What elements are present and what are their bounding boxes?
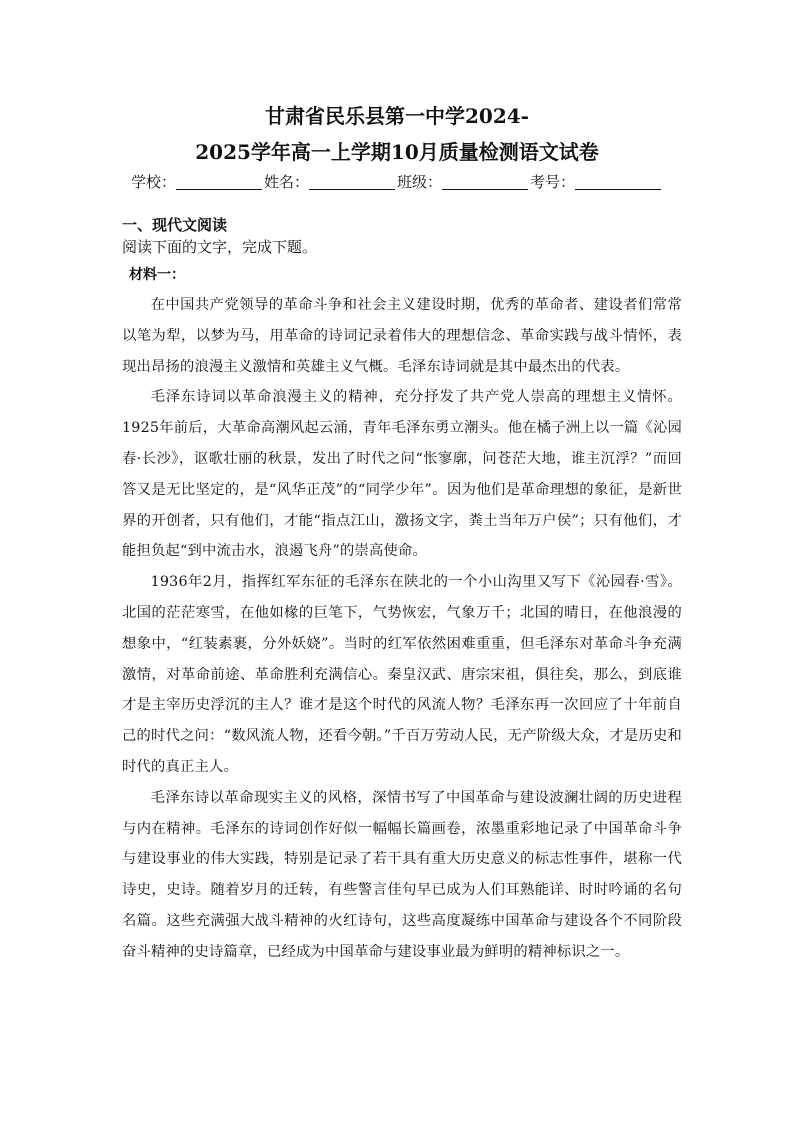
exam-number-blank[interactable] [575, 173, 661, 190]
school-blank[interactable] [176, 173, 262, 190]
exam-title-line-2: 2025学年高一上学期10月质量检测语文试卷 [195, 140, 599, 164]
section-heading: 一、现代文阅读 [122, 216, 228, 234]
paragraph-4: 毛泽东诗以革命现实主义的风格，深情书写了中国革命与建设波澜壮阔的历史进程与内在精神。毛泽东的诗词创作好似一幅幅长篇画卷，浓墨重彩地记录了中国革命斗争与建设事业的伟大实践，特别是记录了若干具有重大历史意义的标志性事件，堪称一代诗史，史诗。随着岁月的迁转，有些警言佳句早已成为人们耳熟能详、时时吟诵的名句名篇。这些充满强大战斗精神的火红诗句，这些高度凝练中国革命与建设各个不同阶段奋斗精神的史诗篇章，已经成为中国革命与建设事业最为鲜明的精神标识之一。 [122, 789, 682, 960]
school-label: 学校： [130, 173, 176, 191]
class-label: 班级： [397, 173, 443, 191]
paragraph-2: 毛泽东诗词以革命浪漫主义的精神，充分抒发了共产党人崇高的理想主义情怀。1925年前后，大革命高潮风起云涌，青年毛泽东勇立潮头。他在橘子洲上以一篇《沁园春·长沙》，讴歌壮丽的秋景，发出了时代之问“怅寥廓，问苍茫大地，谁主沉浮？”而回答又是无比坚定的，是“风华正茂”的“同学少年”。因为他们是革命理想的象征，是新世界的开创者，只有他们，才能“指点江山，激扬文字，粪土当年万户侯”；只有他们，才能担负起“到中流击水，浪遏飞舟”的崇高使命。 [122, 389, 682, 560]
exam-number-label: 考号： [530, 173, 576, 191]
name-blank[interactable] [309, 173, 395, 190]
class-blank[interactable] [442, 173, 528, 190]
student-info-row [112, 170, 682, 194]
paragraph-3: 1936年2月，指挥红军东征的毛泽东在陕北的一个小山沟里又写下《沁园春·雪》。北国的茫茫寒雪，在他如椽的巨笔下，气势恢宏，气象万千；北国的晴日，在他浪漫的想象中，“红装素裹，分外妖娆”。当时的红军依然困难重重，但毛泽东对革命斗争充满激情，对革命前途、革命胜利充满信心。秦皇汉武、唐宗宋祖，俱往矣，那么，到底谁才是主宰历史浮沉的主人？谁才是这个时代的风流人物？毛泽东再一次回应了十年前自己的时代之问：“数风流人物，还看今朝。”千百万劳动人民，无产阶级大众，才是历史和时代的真正主人。 [122, 574, 682, 775]
exam-title-line-1: 甘肃省民乐县第一中学2024- [265, 104, 529, 128]
paragraph-1: 在中国共产党领导的革命斗争和社会主义建设时期，优秀的革命者、建设者们常常以笔为犁，以梦为马，用革命的诗词记录着伟大的理想信念、革命实践与战斗情怀，表现出昂扬的浪漫主义激情和英雄主义气概。毛泽东诗词就是其中最杰出的代表。 [122, 297, 682, 375]
material-label: 材料一： [129, 267, 185, 283]
section-instruction: 阅读下面的文字，完成下题。 [122, 238, 318, 256]
name-label: 姓名： [263, 173, 309, 191]
